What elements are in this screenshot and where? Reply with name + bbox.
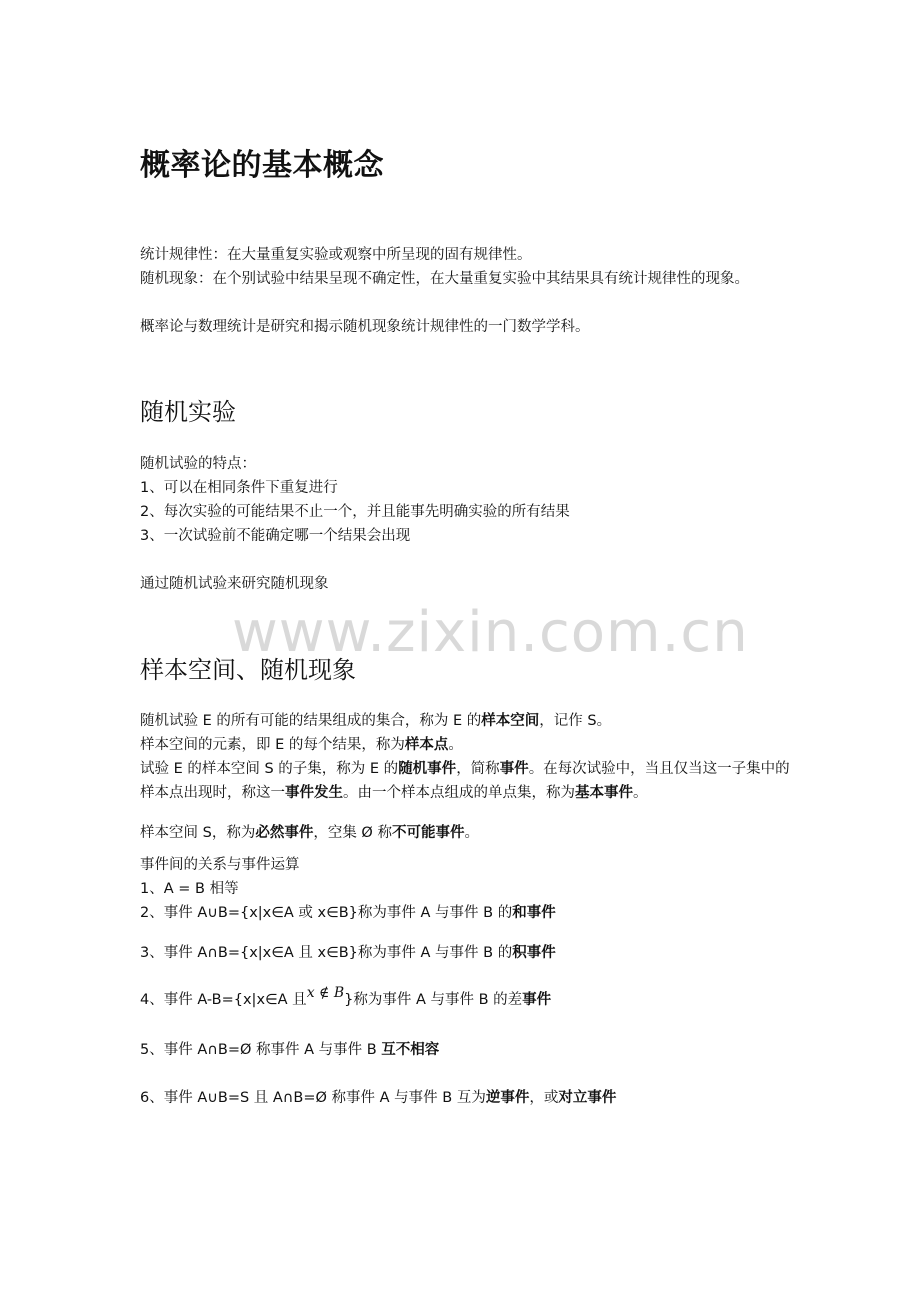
relation-item-4: 4、事件 A-B={x|x∈A 且x ∉ B}称为事件 A 与事件 B 的差事件 — [140, 985, 552, 1008]
feature-item-1: 1、可以在相同条件下重复进行 — [140, 480, 338, 496]
relation-item-3: 3、事件 A∩B={x|x∈A 且 x∈B}称为事件 A 与事件 B 的积事件 — [140, 945, 556, 961]
certain-impossible-event: 样本空间 S，称为必然事件，空集 Ø 称不可能事件。 — [140, 825, 479, 841]
watermark: www.zixin.com.cn — [232, 600, 749, 665]
random-event-definition: 试验 E 的样本空间 S 的子集，称为 E 的随机事件，简称事件。在每次试验中，当且仅当这一子集中的样本点出现时，称这一事件发生。由一个样本点组成的单点集，称为基本事件。 — [140, 761, 790, 801]
relation-item-2: 2、事件 A∪B={x|x∈A 或 x∈B}称为事件 A 与事件 B 的和事件 — [140, 905, 556, 921]
relation-item-1: 1、A = B 相等 — [140, 881, 239, 897]
relation-item-6: 6、事件 A∪B=S 且 A∩B=Ø 称事件 A 与事件 B 互为逆事件，或对立事件 — [140, 1090, 617, 1106]
intro-line-3: 概率论与数理统计是研究和揭示随机现象统计规律性的一门数学学科。 — [140, 319, 590, 335]
relation-item-5: 5、事件 A∩B=Ø 称事件 A 与事件 B 互不相容 — [140, 1042, 440, 1058]
sample-space-definition: 随机试验 E 的所有可能的结果组成的集合，称为 E 的样本空间，记作 S。 — [140, 713, 612, 729]
relations-label: 事件间的关系与事件运算 — [140, 857, 300, 873]
intro-line-1: 统计规律性：在大量重复实验或观察中所呈现的固有规律性。 — [140, 247, 532, 263]
feature-item-2: 2、每次实验的可能结果不止一个，并且能事先明确实验的所有结果 — [140, 504, 570, 520]
page-title: 概率论的基本概念 — [140, 148, 384, 183]
sample-point-definition: 样本空间的元素，即 E 的每个结果，称为样本点。 — [140, 737, 463, 753]
not-in-formula: x ∉ B — [306, 985, 345, 1001]
intro-line-2: 随机现象：在个别试验中结果呈现不确定性，在大量重复实验中其结果具有统计规律性的现象。 — [140, 271, 749, 287]
features-label: 随机试验的特点： — [140, 456, 256, 472]
random-experiment-note: 通过随机试验来研究随机现象 — [140, 576, 329, 592]
section-heading-random-experiment: 随机实验 — [140, 398, 236, 426]
section-heading-sample-space: 样本空间、随机现象 — [140, 656, 356, 684]
feature-item-3: 3、一次试验前不能确定哪一个结果会出现 — [140, 528, 411, 544]
